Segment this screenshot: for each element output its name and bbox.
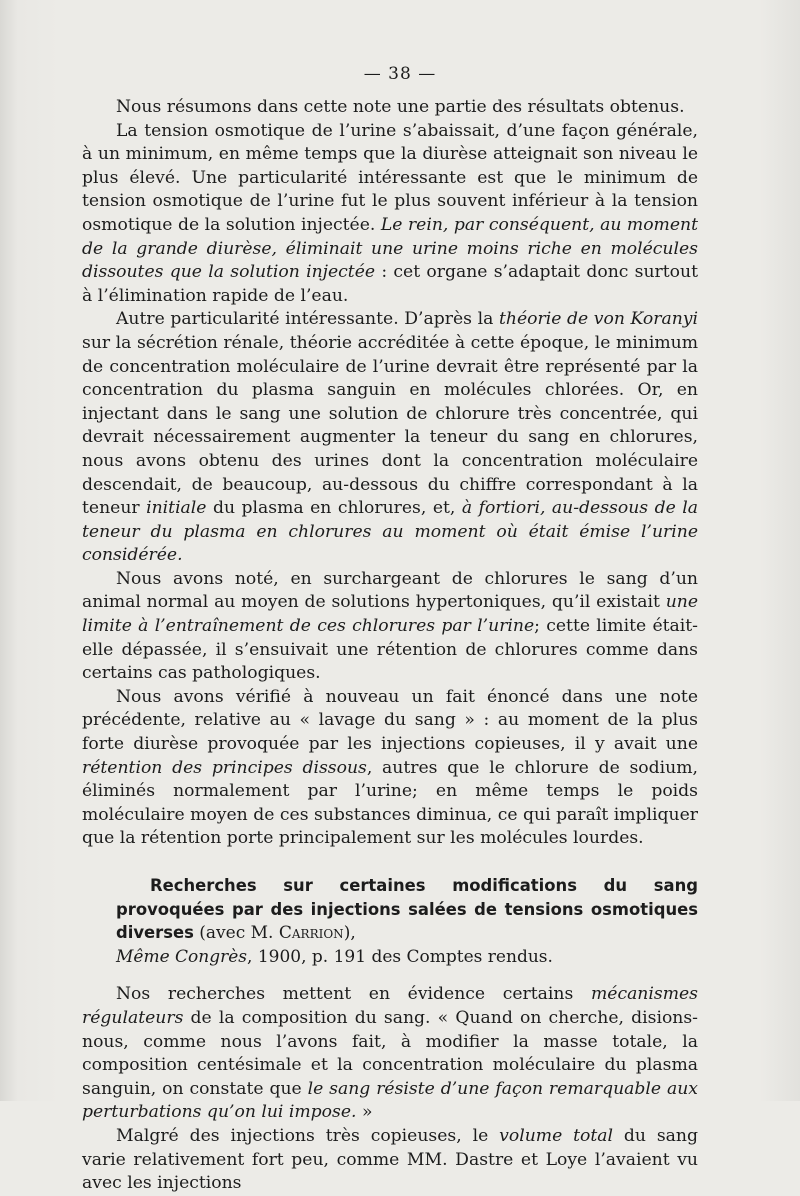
paragraph bbox=[82, 308, 698, 568]
italic-text: volume total bbox=[499, 1125, 614, 1146]
paragraph bbox=[82, 686, 698, 851]
paragraph-text: Nous résumons dans cette note une partie des résultats obtenus. bbox=[116, 97, 685, 117]
italic-text: théorie de von Koranyi bbox=[498, 309, 699, 330]
document-body bbox=[82, 96, 698, 1196]
paragraph bbox=[82, 120, 698, 309]
paragraph-text: , autres que le chlorure de sodium, éliminés normalement par l’urine; en même temps le poids moléculaire moyen de ces substances diminua, ce qui paraît impliquer que la rétention porte principalement sur les molécules lourdes. bbox=[82, 757, 698, 849]
paragraph-text: sur la sécrétion rénale, théorie accréditée à cette époque, le minimum de concentration moléculaire de l’urine devrait être représenté par la concentration du plasma sanguin en molécules chlorées. Or, en injectant dans le sang une solution de chlorure très concentrée, qui devrait nécessairement augmenter la teneur du sang en chlorures, nous avons obtenu des urines dont la concentration moléculaire descendait, de beaucoup, au-dessous du chiffre correspondant à la teneur bbox=[82, 332, 698, 519]
top-paragraphs bbox=[82, 96, 698, 851]
paragraph-text: » bbox=[356, 1102, 373, 1123]
bottom-paragraphs bbox=[82, 983, 698, 1195]
paragraph-text: Malgré des injections très copieuses, le bbox=[116, 1125, 500, 1146]
paragraph-text: Autre particularité intéressante. D’après la bbox=[116, 309, 499, 330]
paragraph bbox=[82, 983, 698, 1125]
section-gap-2 bbox=[82, 969, 698, 983]
paragraph-text: ; cette limite était-elle dépassée, il s’ensuivait une rétention de chlorures comme dans certains cas pathologiques. bbox=[82, 616, 698, 684]
section-gap bbox=[82, 851, 698, 874]
section-heading bbox=[82, 874, 698, 969]
italic-text: initiale bbox=[146, 498, 207, 519]
italic-text: Le rein, par conséquent, au moment de la grande diurèse, éliminait une urine moins riche en molécules dissoutes que la solution injectée bbox=[82, 214, 698, 283]
coauthor-suffix: ), bbox=[343, 923, 356, 944]
paragraph-text: La tension osmotique de l’urine s’abaissait, d’une façon générale, à un minimum, en même temps que la diurèse atteignait son niveau le plus élevé. Une particularité intéressante est que le minimum de tension osmotique de l’urine fut le plus souvent inférieur à la tension osmotique de la solution injectée. bbox=[82, 120, 698, 235]
paragraph bbox=[82, 568, 698, 686]
italic-text: à fortiori, au-dessous de la teneur du plasma en chlorures au moment où était émise l’urine considérée. bbox=[82, 498, 698, 566]
venue-details: , 1900, p. 191 des Comptes rendus. bbox=[247, 946, 553, 967]
paragraph-text: de la composition du sang. « Quand on cherche, disions-nous, comme nous l’avons fait, à modifier la masse totale, la composition centésimale et la concentration moléculaire du plasma sanguin, on constate que bbox=[82, 1007, 698, 1099]
section-venue bbox=[116, 946, 698, 970]
section-title: Recherches sur certaines modifications du sang provoquées par des injections salées de tensions osmotiques diverses bbox=[116, 876, 698, 943]
paragraph bbox=[82, 96, 698, 120]
paragraph-text: Nous avons vérifié à nouveau un fait énoncé dans une note précédente, relative au « lavage du sang » : au moment de la plus forte diurèse provoquée par les injections copieuses, il y avait une bbox=[82, 686, 698, 755]
italic-text: rétention des principes dissous bbox=[82, 757, 367, 778]
coauthor-name: Carrion bbox=[278, 923, 344, 944]
page-number: — 38 — bbox=[363, 64, 437, 84]
paragraph bbox=[82, 1125, 698, 1196]
italic-text: une limite à l’entraînement de ces chlorures par l’urine bbox=[82, 592, 698, 637]
paragraph-text: Nos recherches mettent en évidence certains bbox=[116, 984, 591, 1005]
paragraph-text: Nous avons noté, en surchargeant de chlorures le sang d’un animal normal au moyen de solutions hypertoniques, qu’il existait bbox=[82, 568, 698, 613]
coauthor-prefix: (avec M. bbox=[193, 923, 279, 944]
paragraph-text: du sang varie relativement fort peu, comme MM. Dastre et Loye l’avaient vu avec les injections bbox=[82, 1125, 699, 1194]
paragraph-text: : cet organe s’adaptait donc surtout à l’élimination rapide de l’eau. bbox=[82, 262, 698, 306]
paragraph-text: du plasma en chlorures, et, bbox=[206, 498, 462, 519]
italic-text: le sang résiste d’une façon remarquable aux perturbations qu’on lui impose. bbox=[82, 1078, 698, 1123]
italic-text: mécanismes régulateurs bbox=[82, 984, 698, 1028]
venue-title: Même Congrès bbox=[116, 946, 248, 967]
